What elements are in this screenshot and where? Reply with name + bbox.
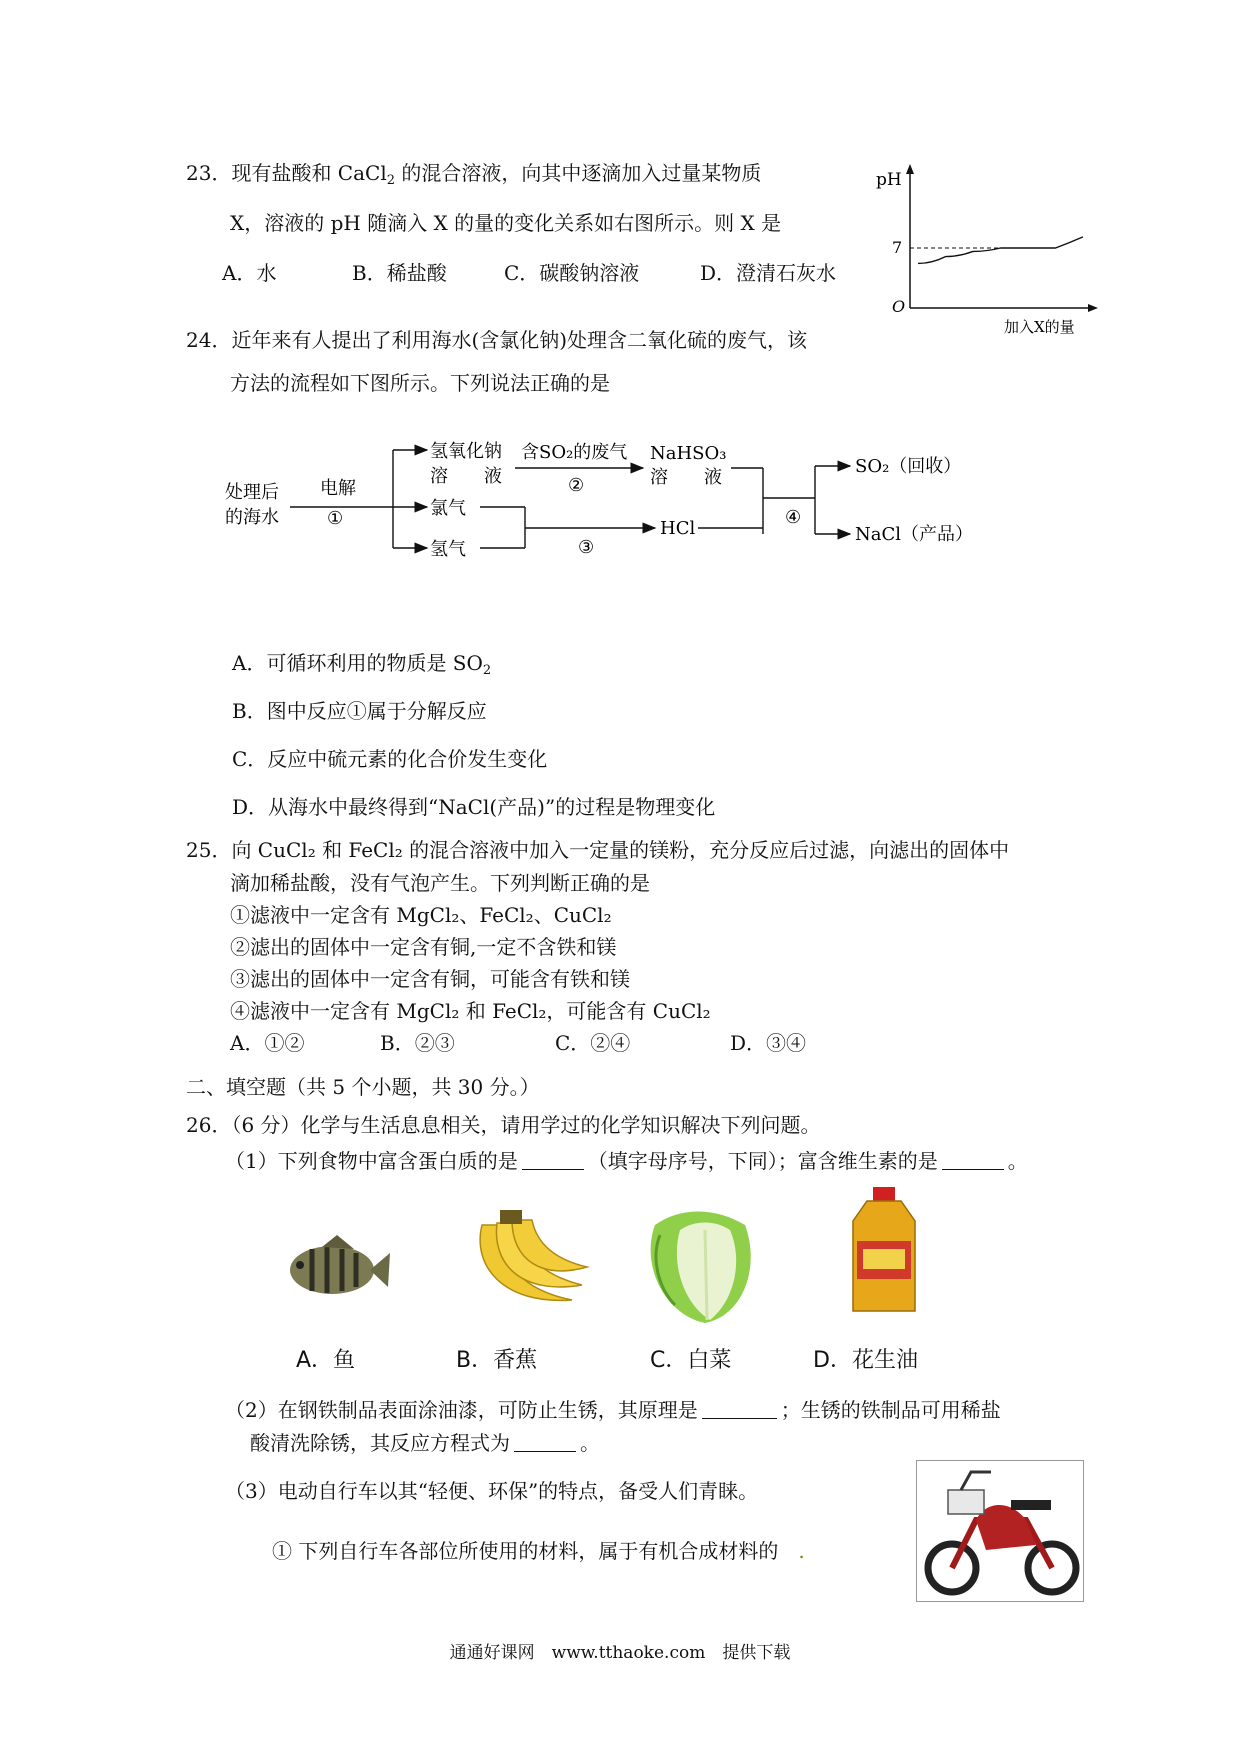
ph-tick-7: 7	[892, 238, 903, 257]
ph-axis-label: pH	[876, 170, 902, 190]
electrolysis-label: 电解	[320, 478, 356, 499]
q24-line1: 24．近年来有人提出了利用海水(含氯化钠)处理含二氧化硫的废气，该	[186, 328, 808, 352]
q26-part2-line2: 酸清洗除锈，其反应方程式为 。	[250, 1431, 600, 1455]
cabbage-image	[635, 1205, 765, 1330]
q25-statement-2: ②滤出的固体中一定含有铜,一定不含铁和镁	[230, 935, 617, 959]
q25-option-c: C．②④	[555, 1031, 631, 1055]
x-axis-label: 加入X的量	[1004, 318, 1075, 335]
nacl-product-label: NaCl（产品）	[855, 524, 974, 545]
q26-line1: 26．（6 分）化学与生活息息相关，请用学过的化学知识解决下列问题。	[186, 1113, 821, 1137]
q25-line1: 25．向 CuCl₂ 和 FeCl₂ 的混合溶液中加入一定量的镁粉，充分反应后过滤，向滤出的固体中	[186, 838, 1010, 862]
food-label-a: A．鱼	[296, 1348, 356, 1373]
nahso3-label-1: NaHSO₃	[650, 443, 727, 464]
step-4: ④	[785, 507, 802, 528]
ph-chart	[870, 160, 1100, 335]
q25-line2: 滴加稀盐酸，没有气泡产生。下列判断正确的是	[230, 871, 650, 895]
q23-option-c: C．碳酸钠溶液	[504, 261, 640, 285]
q26-part1: （1）下列食物中富含蛋白质的是 （填字母序号，下同）；富含维生素的是 。	[225, 1149, 1028, 1173]
food-label-d: D．花生油	[813, 1348, 918, 1373]
q23-line1: 23．现有盐酸和 CaCl$_2$ 的混合溶液，向其中逐滴加入过量某物质	[186, 161, 762, 188]
origin-label: O	[892, 297, 906, 316]
hcl-label: HCl	[660, 518, 696, 539]
electric-bike-image	[916, 1460, 1084, 1602]
naoh-label-1: 氢氧化钠	[430, 441, 502, 462]
so2-gas-label: 含SO₂的废气	[521, 442, 628, 463]
blank-vitamin[interactable]	[942, 1151, 1004, 1170]
seawater-label-1: 处理后	[225, 482, 279, 503]
peanut-oil-image	[845, 1185, 925, 1315]
step-3: ③	[578, 537, 595, 558]
q26-part3-item1: ① 下列自行车各部位所使用的材料，属于有机合成材料的 .	[272, 1539, 805, 1563]
seawater-label-2: 的海水	[225, 507, 279, 528]
q25-option-a: A．①②	[230, 1031, 305, 1055]
q25-statement-1: ①滤液中一定含有 MgCl₂、FeCl₂、CuCl₂	[230, 903, 612, 927]
q26-part3: （3）电动自行车以其“轻便、环保”的特点，备受人们青睐。	[225, 1479, 759, 1503]
q25-statement-4: ④滤液中一定含有 MgCl₂ 和 FeCl₂，可能含有 CuCl₂	[230, 999, 711, 1023]
q24-option-a: A．可循环利用的物质是 $SO_2$	[232, 651, 492, 678]
footer: 通通好课网 www.tthaoke.com 提供下载	[449, 1643, 791, 1663]
cl2-label: 氯气	[430, 498, 466, 519]
banana-image	[462, 1205, 592, 1320]
nahso3-label-2: 溶 液	[650, 467, 722, 488]
naoh-label-2: 溶 液	[430, 466, 502, 487]
q25-option-b: B．②③	[380, 1031, 455, 1055]
q25-statement-3: ③滤出的固体中一定含有铜，可能含有铁和镁	[230, 967, 630, 991]
blank-protein[interactable]	[522, 1151, 584, 1170]
ph-curve	[918, 237, 1083, 264]
q23-option-b: B．稀盐酸	[352, 261, 447, 285]
q25-option-d: D．③④	[730, 1031, 807, 1055]
q24-option-d: D．从海水中最终得到“NaCl(产品)”的过程是物理变化	[232, 795, 716, 819]
q24-option-c: C．反应中硫元素的化合价发生变化	[232, 747, 548, 771]
step-1: ①	[327, 508, 344, 529]
so2-recover-label: SO₂（回收）	[855, 456, 962, 477]
h2-label: 氢气	[430, 539, 466, 560]
q26-part2-line1: （2）在钢铁制品表面涂油漆，可防止生锈，其原理是 ；生锈的铁制品可用稀盐	[225, 1398, 1001, 1422]
seawater-flowchart	[215, 430, 1015, 580]
blank-equation[interactable]	[514, 1433, 576, 1452]
section-2-heading: 二、填空题（共 5 个小题，共 30 分。）	[186, 1075, 540, 1099]
q23-line2: X，溶液的 pH 随滴入 X 的量的变化关系如右图所示。则 X 是	[230, 211, 782, 235]
q23-option-a: A．水	[222, 261, 277, 285]
q23-option-d: D．澄清石灰水	[700, 261, 837, 285]
food-label-c: C．白菜	[650, 1348, 732, 1373]
fish-image	[282, 1225, 392, 1315]
q24-line2: 方法的流程如下图所示。下列说法正确的是	[230, 371, 610, 395]
step-2: ②	[568, 475, 585, 496]
blank-rust-principle[interactable]	[702, 1400, 777, 1419]
food-label-b: B．香蕉	[456, 1348, 538, 1373]
q24-option-b: B．图中反应①属于分解反应	[232, 699, 487, 723]
